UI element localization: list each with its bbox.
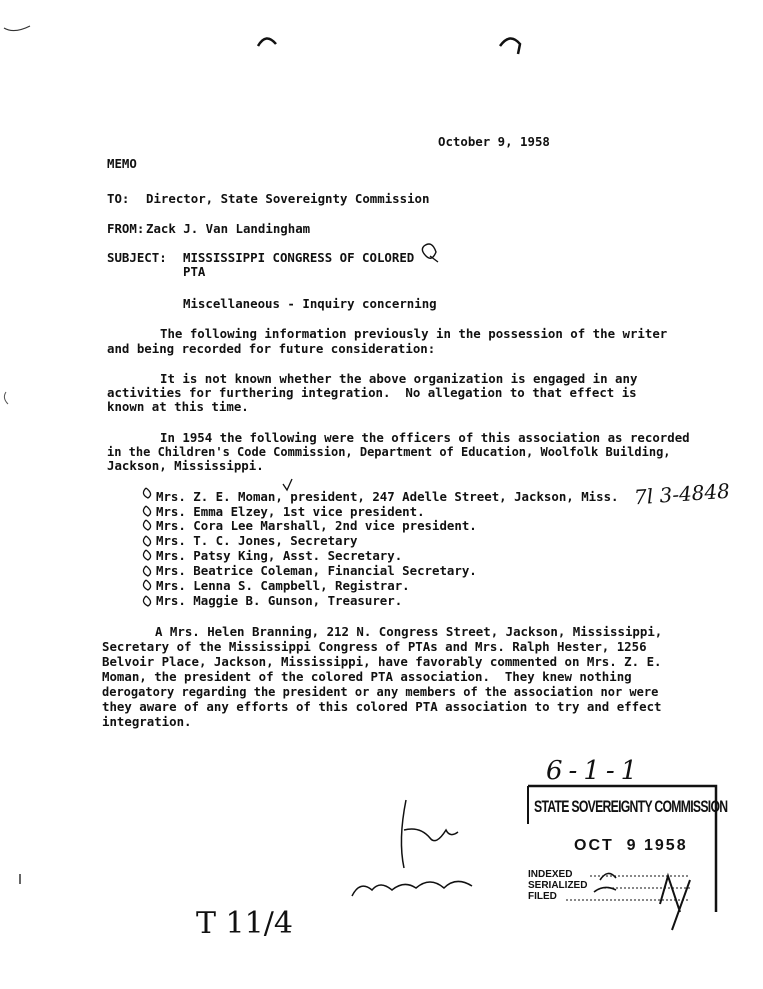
- handwritten-phone: 7l 3-4848: [633, 478, 731, 510]
- punch-hole-right-icon: [500, 38, 520, 54]
- stamp-indexed: INDEXED: [528, 869, 573, 880]
- para1-line: The following information previously in the possession of the writer: [160, 326, 668, 341]
- para4-line: derogatory regarding the president or any members of the association nor were: [102, 685, 659, 699]
- receipt-stamp: [526, 785, 728, 915]
- memo-label: MEMO: [107, 156, 137, 171]
- officer-item: Mrs. Maggie B. Gunson, Treasurer.: [156, 593, 403, 608]
- officer-margin-marks: [143, 488, 150, 606]
- subject-line-2: PTA: [183, 264, 206, 279]
- para2-line: It is not known whether the above organization is engaged in any: [160, 371, 638, 386]
- para2-line: known at this time.: [107, 399, 249, 414]
- stamp-filed: FILED: [528, 891, 557, 902]
- to-label: TO:: [107, 191, 130, 206]
- officer-item: Mrs. Patsy King, Asst. Secretary.: [156, 548, 403, 563]
- officer-item: Mrs. Emma Elzey, 1st vice president.: [156, 504, 425, 519]
- punch-hole-left-icon: [258, 38, 276, 46]
- officer-item: Mrs. Z. E. Moman, president, 247 Adelle Street, Jackson, Miss.: [156, 489, 619, 504]
- officer-item: Mrs. Beatrice Coleman, Financial Secretary.: [156, 563, 477, 578]
- para4-line: Moman, the president of the colored PTA association. They knew nothing: [102, 669, 632, 684]
- stamp-serialized: SERIALIZED: [528, 880, 588, 891]
- para4-line: Belvoir Place, Jackson, Mississippi, have favorably commented on Mrs. Z. E.: [102, 654, 662, 669]
- handwritten-top-right: 6-1-1: [546, 756, 644, 786]
- subject-margin-mark-icon: [422, 244, 438, 262]
- para3-line: In 1954 the following were the officers of this association as recorded: [160, 430, 690, 445]
- para4-line: A Mrs. Helen Branning, 212 N. Congress Street, Jackson, Mississippi,: [155, 624, 663, 639]
- para3-line: Jackson, Mississippi.: [107, 458, 264, 473]
- to-value: Director, State Sovereignty Commission: [146, 191, 430, 206]
- para3-line: in the Children's Code Commission, Department of Education, Woolfolk Building,: [107, 445, 671, 459]
- para4-line: they aware of any efforts of this colored PTA association to try and effect: [102, 699, 662, 714]
- para1-line: and being recorded for future consideration:: [107, 341, 436, 356]
- para4-line: Secretary of the Mississippi Congress of PTAs and Mrs. Ralph Hester, 1256: [102, 639, 647, 654]
- subject-label: SUBJECT:: [107, 250, 167, 265]
- para4-line: integration.: [102, 714, 192, 729]
- officer-item: Mrs. Cora Lee Marshall, 2nd vice president.: [156, 518, 477, 533]
- para2-line: activities for furthering integration. No allegation to that effect is: [107, 385, 637, 400]
- from-value: Zack J. Van Landingham: [146, 221, 311, 236]
- stamp-title: STATE SOVEREIGNTY COMMISSION: [534, 797, 728, 816]
- subject-line-1: MISSISSIPPI CONGRESS OF COLORED: [183, 250, 415, 265]
- stamp-date: OCT 9 1958: [574, 837, 688, 854]
- memo-date: October 9, 1958: [438, 134, 550, 149]
- edge-mark-icon: [4, 26, 30, 31]
- edge-mark-icon: [4, 392, 8, 404]
- handwritten-bottom-left: T 11/4: [196, 906, 293, 941]
- memo-subtitle: Miscellaneous - Inquiry concerning: [183, 296, 437, 311]
- officer-item: Mrs. T. C. Jones, Secretary: [156, 533, 358, 548]
- officer-item: Mrs. Lenna S. Campbell, Registrar.: [156, 578, 410, 593]
- from-label: FROM:: [107, 221, 145, 236]
